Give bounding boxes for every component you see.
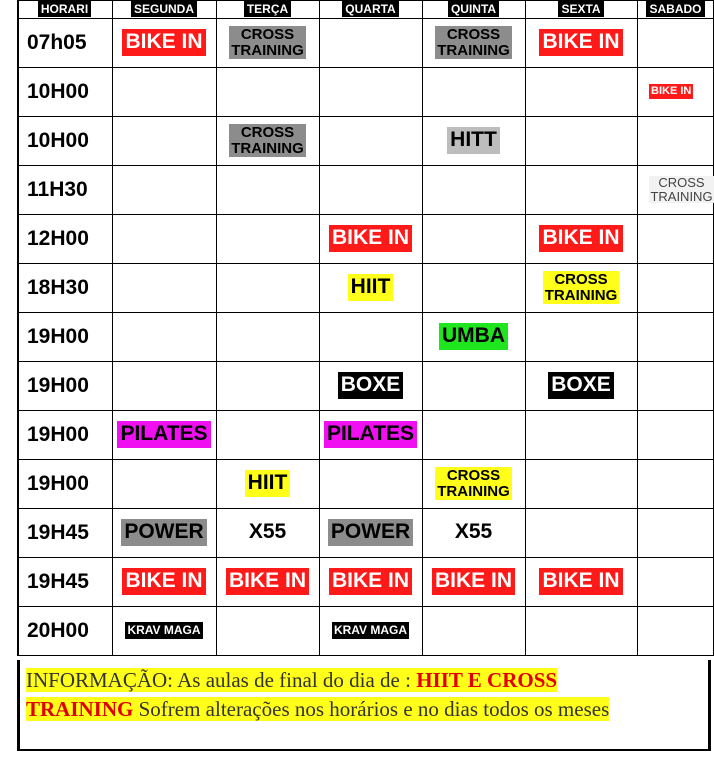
info-highlight-2: TRAINING xyxy=(26,697,134,721)
info-prefix: INFORMAÇÃO: As aulas de final do dia de : xyxy=(26,668,417,692)
class-cell[interactable] xyxy=(112,606,216,655)
header-cell-2 xyxy=(216,0,319,18)
header-label: SABADO xyxy=(646,1,704,17)
class-tag: KRAV MAGA xyxy=(333,623,408,638)
row-divider xyxy=(17,655,714,656)
class-cell[interactable] xyxy=(422,18,525,67)
class-cell[interactable] xyxy=(319,606,422,655)
time-label: 10H00 xyxy=(27,128,89,152)
class-cell[interactable] xyxy=(319,214,422,263)
class-tag: BOXE xyxy=(338,372,404,398)
class-tag: BIKE IN xyxy=(329,568,412,594)
header-label: SEGUNDA xyxy=(131,1,197,17)
class-cell[interactable] xyxy=(637,165,714,214)
class-tag: BIKE IN xyxy=(649,84,693,100)
header-top-line xyxy=(17,0,714,1)
class-tag: CROSS TRAINING xyxy=(544,270,618,304)
class-tag: BIKE IN xyxy=(539,568,622,594)
class-cell[interactable] xyxy=(216,508,319,557)
class-cell[interactable] xyxy=(216,459,319,508)
row-divider xyxy=(17,459,714,460)
class-tag: CROSS TRAINING xyxy=(231,123,304,157)
time-label: 19H00 xyxy=(27,422,89,446)
time-label: 11H30 xyxy=(27,177,88,201)
header-cell-3 xyxy=(319,0,422,18)
class-cell[interactable] xyxy=(319,508,422,557)
class-tag: BIKE IN xyxy=(122,29,205,55)
class-tag: CROSS TRAINING xyxy=(437,466,510,500)
time-label: 10H00 xyxy=(27,79,89,103)
class-cell[interactable] xyxy=(525,18,637,67)
class-tag: BOXE xyxy=(548,372,614,398)
class-cell[interactable] xyxy=(112,410,216,459)
time-label: 07h05 xyxy=(27,30,87,54)
class-cell[interactable] xyxy=(422,459,525,508)
header-cell-5 xyxy=(525,0,637,18)
class-cell[interactable] xyxy=(637,67,714,116)
class-tag: UMBA xyxy=(439,323,508,349)
class-tag: BIKE IN xyxy=(432,568,515,594)
time-label: 19H45 xyxy=(27,569,89,593)
class-tag: BIKE IN xyxy=(122,568,205,594)
time-label: 19H45 xyxy=(27,520,89,544)
class-cell[interactable] xyxy=(216,18,319,67)
class-tag: BIKE IN xyxy=(226,568,309,594)
class-tag: HIIT xyxy=(245,470,291,496)
time-label: 12H00 xyxy=(27,226,89,250)
header-label: QUARTA xyxy=(342,1,398,17)
class-tag: BIKE IN xyxy=(329,225,412,251)
header-label: HORARI xyxy=(38,1,91,17)
time-label: 18H30 xyxy=(27,275,89,299)
class-cell[interactable] xyxy=(422,557,525,606)
header-cell-4 xyxy=(422,0,525,18)
class-tag: PILATES xyxy=(117,421,210,447)
class-tag: CROSS TRAINING xyxy=(231,25,304,59)
class-tag: CROSS TRAINING xyxy=(437,25,510,59)
class-tag: BIKE IN xyxy=(539,29,622,55)
class-tag: PILATES xyxy=(324,421,417,447)
class-tag: POWER xyxy=(328,519,413,545)
header-cell-6 xyxy=(637,0,714,18)
class-tag: CROSS TRAINING xyxy=(650,174,713,204)
class-cell[interactable] xyxy=(525,557,637,606)
class-cell[interactable] xyxy=(525,263,637,312)
class-cell[interactable] xyxy=(319,557,422,606)
time-label: 19H00 xyxy=(27,471,89,495)
header-cell-0 xyxy=(17,0,112,18)
header-cell-1 xyxy=(112,0,216,18)
header-label: SEXTA xyxy=(558,1,603,17)
class-tag: HIIT xyxy=(348,274,394,300)
info-suffix: Sofrem alterações nos horários e no dias todos os meses xyxy=(133,697,610,721)
class-cell[interactable] xyxy=(319,263,422,312)
time-label: 20H00 xyxy=(27,618,89,642)
row-divider xyxy=(17,312,714,313)
class-tag: X55 xyxy=(454,520,493,544)
class-cell[interactable] xyxy=(216,557,319,606)
info-note xyxy=(17,660,711,751)
class-tag: HITT xyxy=(447,127,500,153)
info-highlight-1: HIIT E CROSS xyxy=(416,668,558,692)
time-label: 19H00 xyxy=(27,373,89,397)
class-tag: BIKE IN xyxy=(539,225,622,251)
class-tag: KRAV MAGA xyxy=(127,623,201,638)
class-cell[interactable] xyxy=(319,410,422,459)
row-divider xyxy=(17,67,714,68)
class-cell[interactable] xyxy=(112,18,216,67)
class-cell[interactable] xyxy=(525,214,637,263)
time-label: 19H00 xyxy=(27,324,89,348)
class-cell[interactable] xyxy=(319,361,422,410)
class-cell[interactable] xyxy=(216,116,319,165)
class-cell[interactable] xyxy=(422,508,525,557)
row-divider xyxy=(17,165,714,166)
class-cell[interactable] xyxy=(422,116,525,165)
row-divider xyxy=(17,116,714,117)
class-tag: POWER xyxy=(121,519,206,545)
class-cell[interactable] xyxy=(112,508,216,557)
class-cell[interactable] xyxy=(112,557,216,606)
class-cell[interactable] xyxy=(422,312,525,361)
header-label: TERÇA xyxy=(244,1,291,17)
class-tag: X55 xyxy=(248,520,287,544)
class-cell[interactable] xyxy=(525,361,637,410)
header-label: QUINTA xyxy=(448,1,499,17)
